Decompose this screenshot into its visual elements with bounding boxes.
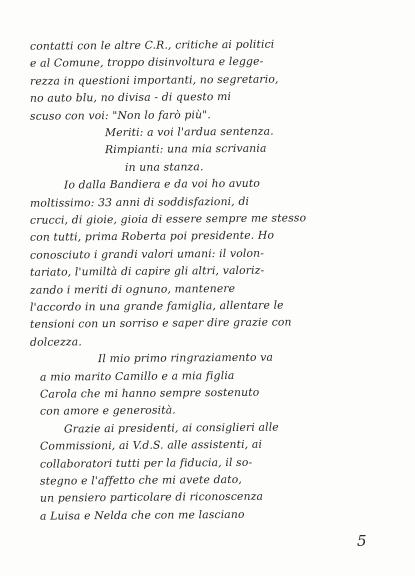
text-line-1: contatti con le altre C.R., critiche ai politici (29, 37, 275, 53)
page-number: 5 (357, 532, 367, 550)
text-line-21: Carola che mi hanno sempre sostenuto (39, 385, 260, 401)
text-line-8: in una stanza. (124, 160, 204, 174)
text-line-13: conosciuto i grandi valori umani: il volon- (29, 246, 265, 262)
text-line-10: moltissimo: 33 anni di soddisfazioni, di (29, 194, 250, 210)
text-line-7: Rimpianti: una mia scrivania (104, 142, 267, 157)
text-line-11: crucci, di gioie, gioia di essere sempre me stesso (29, 211, 307, 227)
text-line-18: dolcezza. (29, 335, 82, 349)
text-line-14: tariato, l'umiltà di capire gli altri, valoriz- (29, 263, 265, 279)
text-line-9: Io dalla Bandiera e da voi ho avuto (63, 176, 261, 192)
text-line-16: l'accordo in una grande famiglia, allentare le (29, 298, 284, 314)
text-line-15: zando i meriti di ognuno, mantenere (29, 281, 236, 297)
text-line-27: un pensiero particolare di riconoscenza (39, 490, 264, 506)
text-line-28: a Luisa e Nelda che con me lasciano (39, 507, 245, 523)
text-line-19: Il mio primo ringraziamento va (97, 350, 274, 366)
text-line-3: rezza in questioni importanti, no segretario, (29, 72, 279, 88)
text-line-5: scuso con voi: "Non lo farò più". (29, 107, 211, 123)
text-line-6: Meriti: a voi l'ardua sentenza. (104, 124, 274, 140)
text-line-2: e al Comune, troppo disinvoltura e legge- (29, 55, 264, 71)
text-line-25: collaboratori tutti per la fiducia, il so- (39, 455, 253, 471)
text-line-17: tensioni con un sorriso e saper dire grazie con (29, 315, 292, 332)
text-line-22: con amore e generosità. (39, 403, 176, 419)
text-line-4: no auto blu, no divisa - di questo mi (29, 90, 232, 105)
text-line-24: Commissioni, ai V.d.S. alle assistenti, ai (39, 437, 263, 453)
text-line-23: Grazie ai presidenti, ai consiglieri alle (63, 420, 279, 436)
text-line-12: con tutti, prima Roberta poi presidente. Ho (29, 228, 275, 245)
text-line-20: a mio marito Camillo e a mia figlia (39, 368, 235, 384)
text-line-26: stegno e l'affetto che mi avete dato, (39, 472, 242, 488)
